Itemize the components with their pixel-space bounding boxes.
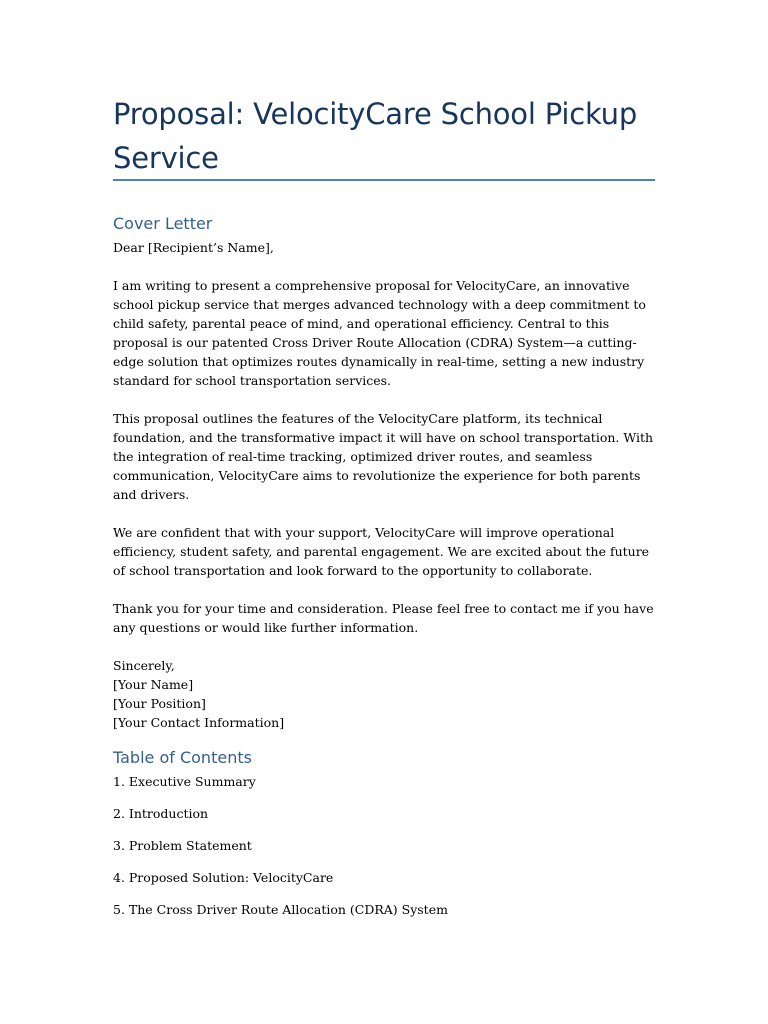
cover-paragraph-2: This proposal outlines the features of the VelocityCare platform, its technical foundation, and the transformative impact it will have on school transportation. With the integration of real-time tracking, optimized driver routes, and seamless communication, VelocityCare aims to revolutionize the experience for both parents and drivers. <box>113 411 654 502</box>
signature-contact: [Your Contact Information] <box>113 715 285 730</box>
table-of-contents-list <box>113 772 655 932</box>
signature-name: [Your Name] <box>113 677 194 692</box>
cover-paragraph-3: We are confident that with your support, VelocityCare will improve operational efficiency, student safety, and parental engagement. We are excited about the future of school transportation and look forward to the opportunity to collaborate. <box>113 525 650 578</box>
toc-item: 2. Introduction <box>113 806 209 821</box>
toc-item: 1. Executive Summary <box>113 774 256 789</box>
closing: Sincerely, <box>113 658 175 673</box>
title-underline-rule <box>113 179 655 181</box>
cover-letter-body <box>113 238 655 732</box>
cover-paragraph-1: I am writing to present a comprehensive proposal for VelocityCare, an innovative school pickup service that merges advanced technology with a deep commitment to child safety, parental peace of mind, and operational efficiency. Central to this proposal is our patented Cross Driver Route Allocation (CDRA) System—a cutting-edge solution that optimizes routes dynamically in real-time, setting a new industry standard for school transportation services. <box>113 278 646 388</box>
toc-item: 3. Problem Statement <box>113 838 252 853</box>
toc-item: 4. Proposed Solution: VelocityCare <box>113 870 334 885</box>
document-title: Proposal: VelocityCare School Pickup Service <box>113 97 638 175</box>
cover-paragraph-4: Thank you for your time and consideration. Please feel free to contact me if you have any questions or would like further information. <box>113 601 654 635</box>
toc-item: 5. The Cross Driver Route Allocation (CDRA) System <box>113 902 448 917</box>
table-of-contents-heading: Table of Contents <box>113 748 252 767</box>
salutation: Dear [Recipient’s Name], <box>113 240 274 255</box>
signature-position: [Your Position] <box>113 696 206 711</box>
cover-letter-heading: Cover Letter <box>113 214 213 233</box>
